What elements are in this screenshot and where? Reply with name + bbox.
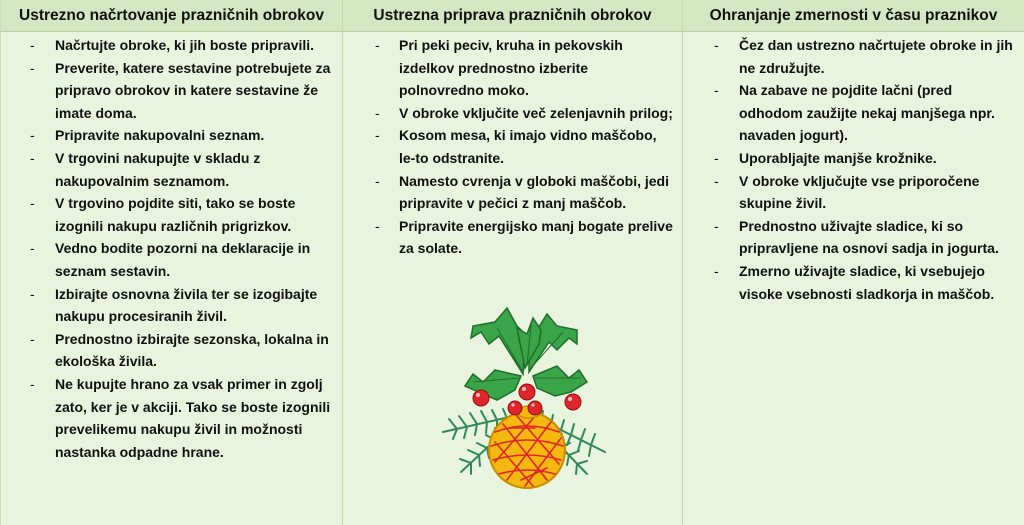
list-item: - Kosom mesa, ki imajo vidno maščobo, le-to odstranite.: [343, 124, 682, 169]
column-header-planning: Ustrezno načrtovanje prazničnih obrokov: [1, 0, 343, 32]
list-item: - Prednostno izbirajte sezonska, lokalna in ekološka živila.: [1, 328, 342, 373]
list-item: - Vedno bodite pozorni na deklaracije in seznam sestavin.: [1, 237, 342, 282]
list-item: - Ne kupujte hrano za vsak primer in zgolj zato, ker je v akciji. Tako se boste izognili prevelikemu nakupu živil in možnosti nastanka odpadne hrane.: [1, 373, 342, 463]
list-item: - Pri peki peciv, kruha in pekovskih izdelkov prednostno izberite polnovredno moko.: [343, 34, 682, 102]
list-item: - V obroke vključite več zelenjavnih prilog;: [343, 102, 682, 125]
list-item: - Prednostno uživajte sladice, ki so pripravljene na osnovi sadja in jogurta.: [683, 215, 1024, 260]
list-item: - Preverite, katere sestavine potrebujete za pripravo obrokov in katere sestavine že imate doma.: [1, 57, 342, 125]
list-item: - Namesto cvrenja v globoki maščobi, jedi pripravite v pečici z manj maščob.: [343, 170, 682, 215]
column-header-moderation: Ohranjanje zmernosti v času praznikov: [683, 0, 1024, 32]
list-item: - Pripravite energijsko manj bogate prelive za solate.: [343, 215, 682, 260]
list-item: - Načrtujte obroke, ki jih boste pripravili.: [1, 34, 342, 57]
column-planning: [1, 32, 343, 525]
list-item: - V obroke vključujte vse priporočene skupine živil.: [683, 170, 1024, 215]
column-moderation: [683, 32, 1024, 525]
list-item: - V trgovino pojdite siti, tako se boste izognili nakupu različnih prigrizkov.: [1, 192, 342, 237]
list-item: - Na zabave ne pojdite lačni (pred odhodom zaužijte nekaj manjšega npr. navaden jogurt).: [683, 79, 1024, 147]
preparation-list: [343, 32, 682, 260]
list-item: - Zmerno uživajte sladice, ki vsebujejo visoke vsebnosti sladkorja in maščob.: [683, 260, 1024, 305]
planning-list: [1, 32, 342, 463]
column-preparation: [343, 32, 683, 525]
list-item: - V trgovini nakupujte v skladu z nakupovalnim seznamom.: [1, 147, 342, 192]
list-item: - Čez dan ustrezno načrtujete obroke in jih ne združujte.: [683, 34, 1024, 79]
list-item: - Pripravite nakupovalni seznam.: [1, 124, 342, 147]
list-item: - Izbirajte osnovna živila ter se izogibajte nakupu procesiranih živil.: [1, 283, 342, 328]
column-header-preparation: Ustrezna priprava prazničnih obrokov: [343, 0, 683, 32]
moderation-list: [683, 32, 1024, 305]
christmas-ornament-icon: [437, 304, 609, 500]
list-item: - Uporabljajte manjše krožnike.: [683, 147, 1024, 170]
